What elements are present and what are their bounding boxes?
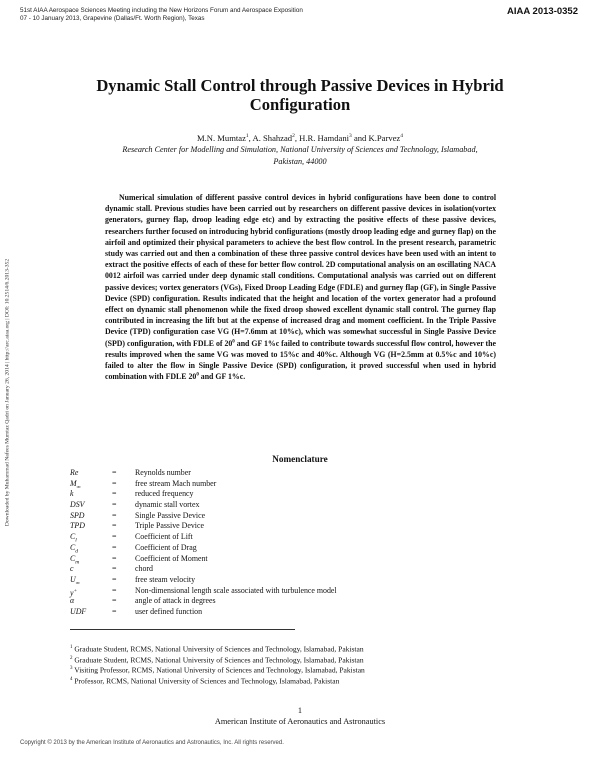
- nomenclature-symbol: TPD: [70, 521, 85, 531]
- conference-line-2: 07 - 10 January 2013, Grapevine (Dallas/Ft. Worth Region), Texas: [20, 15, 205, 22]
- equals-sign: =: [112, 521, 117, 531]
- author-mark: 3: [349, 133, 352, 139]
- nomenclature-symbol: α: [70, 596, 75, 606]
- author-mark: 1: [245, 133, 249, 139]
- abstract-part-1: Numerical simulation of different passive control devices in hybrid configurations have been done to control dynamic stall. Previous studies have been carried out by researchers on different passive devices in isolation(vortex generators, gurney flap, droop leading edge etc) and by extracting the positive effects of these passive devices, researchers further focused on introducing hybrid configurations (mostly droop leading edge and gurney flap) on the airfoil and optimized their physical parameters to achieve the best flow control. In the present research, parametric study was carried out and then a combination of these three passive control devices have been used with an intent to extract the positive effects of each of these for better flow control. 2D computational analysis on an oscillating NACA 0012 airfoil was carried under deep dynamic stall conditions. Computational analysis was carried out on different passive devices; vortex generators (VGs), Fixed Droop Leading Edge (FDLE) and gurney flap (GF), in Single Passive Device (SPD) configuration. Results indicated that the height and location of the vortex generator had a profound effect on dynamic stall phenomenon while the fixed droop showed excellent dynamic stall control. The gurney flap contributed in increasing the lift but at the expense of increased drag and moment coefficient. In the Triple Passive Device (TPD) configuration case VG (H=7.6mm at 10%c), which was somewhat successful in Single Passive Device (SPD) configuration, with FDLE of 20: [105, 193, 496, 348]
- footnote-text: Professor, RCMS, National University of Sciences and Technology, Islamabad, Pakistan: [72, 676, 340, 686]
- nomenclature-row: [70, 543, 490, 554]
- nomenclature-symbol: $M_\infty$: [70, 478, 81, 491]
- equals-sign: =: [112, 596, 117, 606]
- equals-sign: =: [112, 564, 117, 574]
- footnote: [70, 643, 550, 654]
- footnote: [70, 675, 550, 686]
- nomenclature-definition: Triple Passive Device: [135, 521, 204, 531]
- equals-sign: =: [112, 500, 117, 510]
- abstract-part-2: and GF 1%c failed to contribute towards successful flow control, however the results improved when the same VG was moved to 15%c and 40%c. Although VG (H=2.5mm at 0.5%c and 10%c) failed to alter the flow in Single Passive Device (SPD) configuration, it proved successful when used in hybrid combination with FDLE 20: [105, 338, 496, 382]
- equals-sign: =: [112, 478, 117, 488]
- nomenclature-symbol: $C_m$: [70, 553, 80, 566]
- degree-mark: 0: [232, 339, 235, 345]
- nomenclature-symbol: $C_l$: [70, 532, 77, 544]
- conference-line-1: 51st AIAA Aerospace Sciences Meeting including the New Horizons Forum and Aerospace Exposition: [20, 7, 303, 14]
- nomenclature-symbol: DSV: [70, 500, 85, 510]
- nomenclature-definition: Single Passive Device: [135, 510, 206, 520]
- nomenclature-definition: Coefficient of Drag: [135, 542, 197, 552]
- author-list: [60, 131, 540, 144]
- footnote-text: Visiting Professor, RCMS, National University of Sciences and Technology, Islamabad, Pakistan: [72, 665, 365, 675]
- paper-title: Dynamic Stall Control through Passive Devices in Hybrid Configuration: [96, 76, 504, 114]
- footnotes: [70, 643, 550, 686]
- paper-number: AIAA 2013-0352: [507, 6, 578, 17]
- nomenclature-definition: free stream Mach number: [135, 478, 217, 488]
- affiliation-line-1: Research Center for Modelling and Simulation, National University of Sciences and Technology, Islamabad,: [122, 145, 478, 154]
- nomenclature-symbol: $U_\infty$: [70, 574, 80, 587]
- author-separator: ,: [248, 132, 253, 143]
- footnote-text: Graduate Student, RCMS, National University of Sciences and Technology, Islamabad, Pakistan: [72, 644, 364, 654]
- organization-footer: American Institute of Aeronautics and Astronautics: [214, 717, 386, 726]
- author-mark: 2: [292, 133, 295, 139]
- footnote-mark: 4: [70, 677, 73, 683]
- nomenclature-symbol: k: [70, 489, 74, 499]
- footnote-mark: 3: [70, 666, 73, 672]
- nomenclature-symbol: c: [70, 564, 74, 574]
- equals-sign: =: [112, 510, 117, 520]
- nomenclature-definition: free steam velocity: [135, 574, 196, 584]
- equals-sign: =: [112, 532, 117, 542]
- footnote-mark: 1: [70, 645, 73, 650]
- equals-sign: =: [112, 489, 117, 499]
- nomenclature-row: [70, 479, 490, 490]
- nomenclature-symbol: UDF: [70, 606, 87, 616]
- nomenclature-definition: chord: [135, 564, 153, 574]
- equals-sign: =: [112, 542, 117, 552]
- nomenclature-row: [70, 489, 490, 500]
- nomenclature-definition: Coefficient of Moment: [135, 553, 208, 563]
- nomenclature-row: [70, 564, 490, 575]
- footnote: [70, 664, 550, 675]
- nomenclature-row: [70, 554, 490, 565]
- nomenclature-symbol: SPD: [70, 510, 85, 520]
- copyright-notice: Copyright © 2013 by the American Institute of Aeronautics and Astronautics, Inc. All rights reserved.: [20, 740, 284, 746]
- equals-sign: =: [112, 468, 117, 477]
- nomenclature-definition: dynamic stall vortex: [135, 500, 200, 510]
- affiliation: [80, 144, 520, 167]
- nomenclature-symbol: y+: [70, 587, 78, 598]
- nomenclature-definition: user defined function: [135, 606, 203, 616]
- equals-sign: =: [112, 574, 117, 584]
- nomenclature-row: [70, 511, 490, 522]
- footnote-text: Graduate Student, RCMS, National University of Sciences and Technology, Islamabad, Pakistan: [72, 655, 364, 665]
- nomenclature-definition: Coefficient of Lift: [135, 532, 193, 542]
- author-separator: and: [351, 132, 369, 143]
- author-name: A. Shahzad: [252, 132, 293, 143]
- affiliation-line-2: Pakistan, 44000: [273, 156, 327, 166]
- nomenclature-row: [70, 468, 490, 479]
- nomenclature-row: [70, 500, 490, 511]
- footnote: [70, 654, 550, 665]
- author-name: K.Parvez: [368, 132, 401, 143]
- nomenclature-row: [70, 607, 490, 618]
- nomenclature-heading: Nomenclature: [272, 454, 328, 464]
- abstract: [105, 192, 496, 382]
- nomenclature-row: [70, 586, 490, 597]
- nomenclature-row: [70, 596, 490, 607]
- nomenclature-definition: Non-dimensional length scale associated with turbulence model: [135, 585, 337, 595]
- nomenclature-row: [70, 532, 490, 543]
- abstract-part-3: and GF 1%c.: [198, 372, 246, 382]
- footnote-mark: 2: [70, 655, 73, 661]
- nomenclature-row: [70, 575, 490, 586]
- nomenclature-definition: reduced frequency: [135, 489, 194, 499]
- conference-header: [20, 7, 440, 23]
- footnote-divider: [70, 629, 295, 630]
- nomenclature-symbol: $C_d$: [70, 542, 79, 555]
- author-separator: ,: [294, 132, 300, 143]
- download-sidebar-note[interactable]: Downloaded by Muhammad Nafees Mumtaz Qadri on January 26, 2014 | http://arc.aiaa.org | DOI: 10.2514/6.2013-352: [4, 258, 11, 527]
- degree-mark: 0: [196, 372, 199, 378]
- nomenclature-table: [70, 468, 490, 618]
- nomenclature-row: [70, 521, 490, 532]
- equals-sign: =: [112, 585, 117, 595]
- author-name: H.R. Hamdani: [299, 132, 350, 143]
- nomenclature-definition: Reynolds number: [135, 468, 191, 477]
- page-number: 1: [297, 706, 303, 715]
- nomenclature-definition: angle of attack in degrees: [135, 596, 216, 606]
- author-mark: 4: [400, 133, 404, 139]
- nomenclature-symbol: Re: [70, 468, 79, 477]
- equals-sign: =: [112, 606, 117, 616]
- equals-sign: =: [112, 553, 117, 563]
- author-name: M.N. Mumtaz: [196, 132, 246, 143]
